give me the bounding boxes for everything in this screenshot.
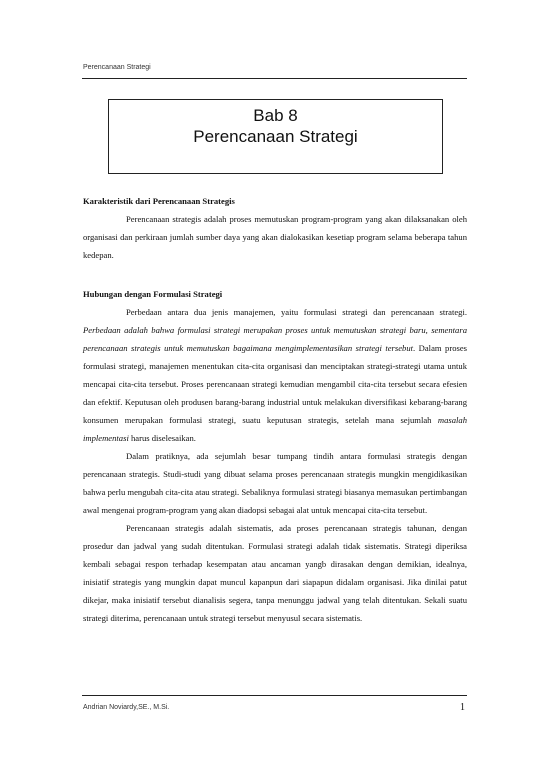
emphasis-text: masalah implementasi: [83, 415, 467, 443]
footer-author: Andrian Noviardy,SE., M.Si.: [83, 704, 170, 711]
header-rule: [82, 78, 467, 79]
chapter-number: Bab 8: [253, 106, 298, 125]
chapter-title-box: [108, 99, 443, 174]
footer-rule: [82, 695, 467, 696]
running-header: Perencanaan Strategi: [83, 64, 151, 71]
spacer: [83, 264, 467, 281]
paragraph-text: Perbedaan antara dua jenis manajemen, yaitu formulasi strategi dan perencanaan strategi.: [126, 307, 467, 317]
emphasis-text: Perbedaan adalah bahwa formulasi strategi merupakan proses untuk memutuskan strategi baru, sementara perencanaan strategis untuk memutuskan bagaimana mengimplementasikan strategi tersebut: [83, 325, 467, 353]
paragraph: Perencanaan strategis adalah proses memutuskan program-program yang akan dilaksanakan oleh organisasi dan perkiraan jumlah sumber daya yang akan dialokasikan kesetiap program selama beberapa tahun kedepan.: [83, 214, 467, 260]
paragraph: [83, 303, 467, 447]
paragraph-text: harus diselesaikan.: [128, 433, 196, 443]
page-number: 1: [460, 702, 465, 713]
chapter-title: Perencanaan Strategi: [193, 127, 358, 146]
paragraph-text: . Dalam proses formulasi strategi, manajemen menentukan cita-cita organisasi dan menciptakan strategi-strategi utama untuk mencapai cita-cita tersebut. Proses perencanaan strategi kemudian mengambil cita-cita tersebut secara efesien dan efektif. Keputusan oleh produsen barang-barang industrial untuk melakukan diversifikasi kebarang-barang konsumen merupakan formulasi strategi, suatu keputusan strategis, setelah mana sejumlah: [83, 343, 468, 425]
paragraph: Perencanaan strategis adalah sistematis, ada proses perencanaan strategis tahunan, dengan prosedur dan jadwal yang sudah ditentukan. Formulasi strategi adalah tidak sistematis. Strategi diperiksa kembali sebagai respon terhadap kesempatan atau ancaman yangb dirasakan dengan demikian, idealnya, inisiatif strategis yang mungkin dapat muncul kapanpun dari siapapun didalam organisasi. Jika dinilai patut dikejar, maka inisiatif tersebut dianalisis segera, tanpa menunggu jadwal yang telah ditentukan. Sekali suatu strategi diterima, perencanaan untuk strategi tersebut menyusul secara sistematis.: [83, 523, 467, 623]
section-heading: Karakteristik dari Perencanaan Strategis: [83, 196, 235, 206]
body-content: [83, 188, 467, 627]
section-heading: Hubungan dengan Formulasi Strategi: [83, 289, 223, 299]
paragraph: Dalam pratiknya, ada sejumlah besar tumpang tindih antara formulasi strategis dengan perencanaan strategis. Studi-studi yang dibuat selama proses perencanaan strategis mungkin mengidikasikan bahwa perlu mengubah cita-cita atau strategi. Sebaliknya formulasi strategi biasanya memasukan pertimbangan awal mengenai program-program yang akan diadopsi sebagai alat untuk mencapai cita-cita tersebut.: [83, 451, 467, 515]
